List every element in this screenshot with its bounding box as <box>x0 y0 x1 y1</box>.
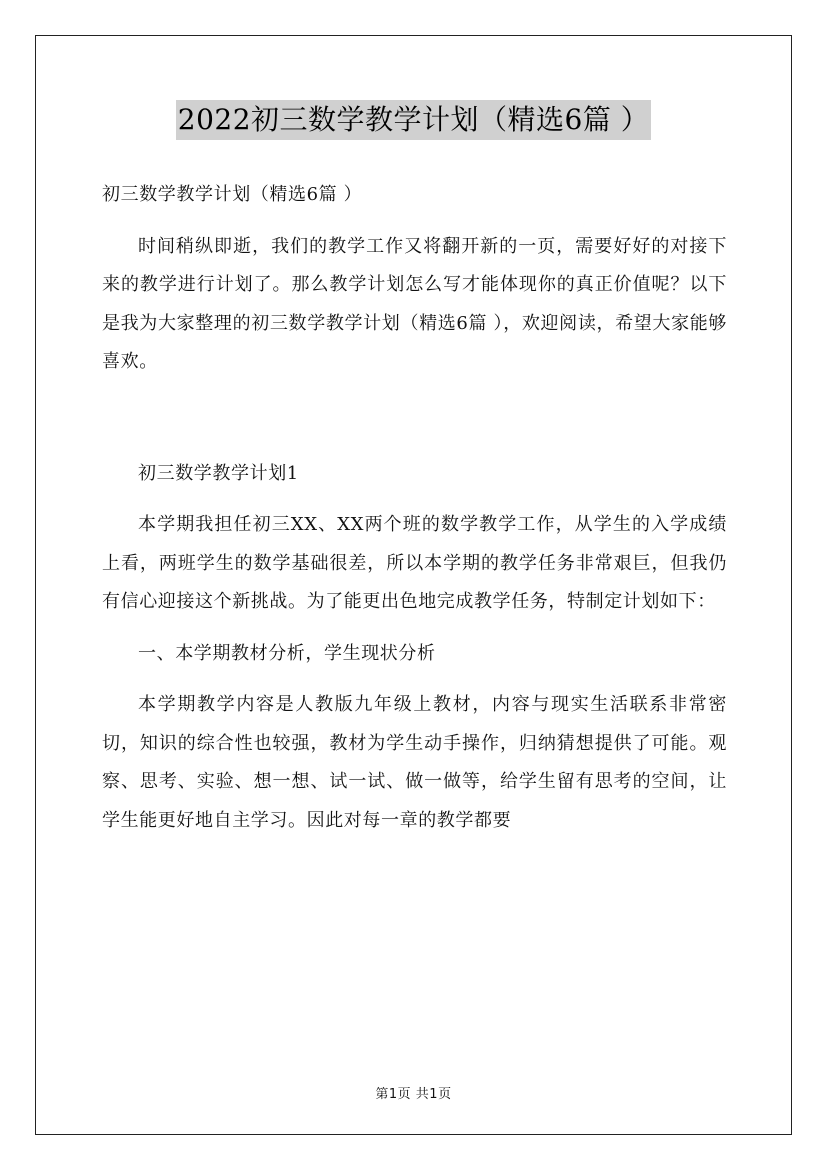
title-container <box>0 100 827 140</box>
section-heading: 初三数学教学计划1 <box>138 462 299 484</box>
body-paragraph: 本学期我担任初三XX、XX两个班的数学教学工作，从学生的入学成绩上看，两班学生的数学基础很差，所以本学期的教学任务非常艰巨，但我仍有信心迎接这个新挑战。为了能更出色地完成教学任务，特制定计划如下： <box>102 514 727 612</box>
paragraph-spacer <box>102 395 727 455</box>
page-number: 第1页 共1页 <box>375 1087 452 1102</box>
document-body <box>102 176 727 853</box>
intro-paragraph: 时间稍纵即逝，我们的教学工作又将翻开新的一页，需要好好的对接下来的教学进行计划了。那么教学计划怎么写才能体现你的真正价值呢？以下是我为大家整理的初三数学教学计划（精选6篇 ），欢迎阅读，希望大家能够喜欢。 <box>102 235 727 372</box>
page-footer <box>0 1083 827 1102</box>
document-title: 2022初三数学教学计划（精选6篇 ） <box>176 100 651 140</box>
body-paragraph: 本学期教学内容是人教版九年级上教材，内容与现实生活联系非常密切，知识的综合性也较强，教材为学生动手操作，归纳猜想提供了可能。观察、思考、实验、想一想、试一试、做一做等，给学生留有思考的空间，让学生能更好地自主学习。因此对每一章的教学都要 <box>102 694 727 831</box>
subsection-heading: 一、本学期教材分析，学生现状分析 <box>138 642 436 664</box>
document-subtitle: 初三数学教学计划（精选6篇 ） <box>102 184 363 205</box>
